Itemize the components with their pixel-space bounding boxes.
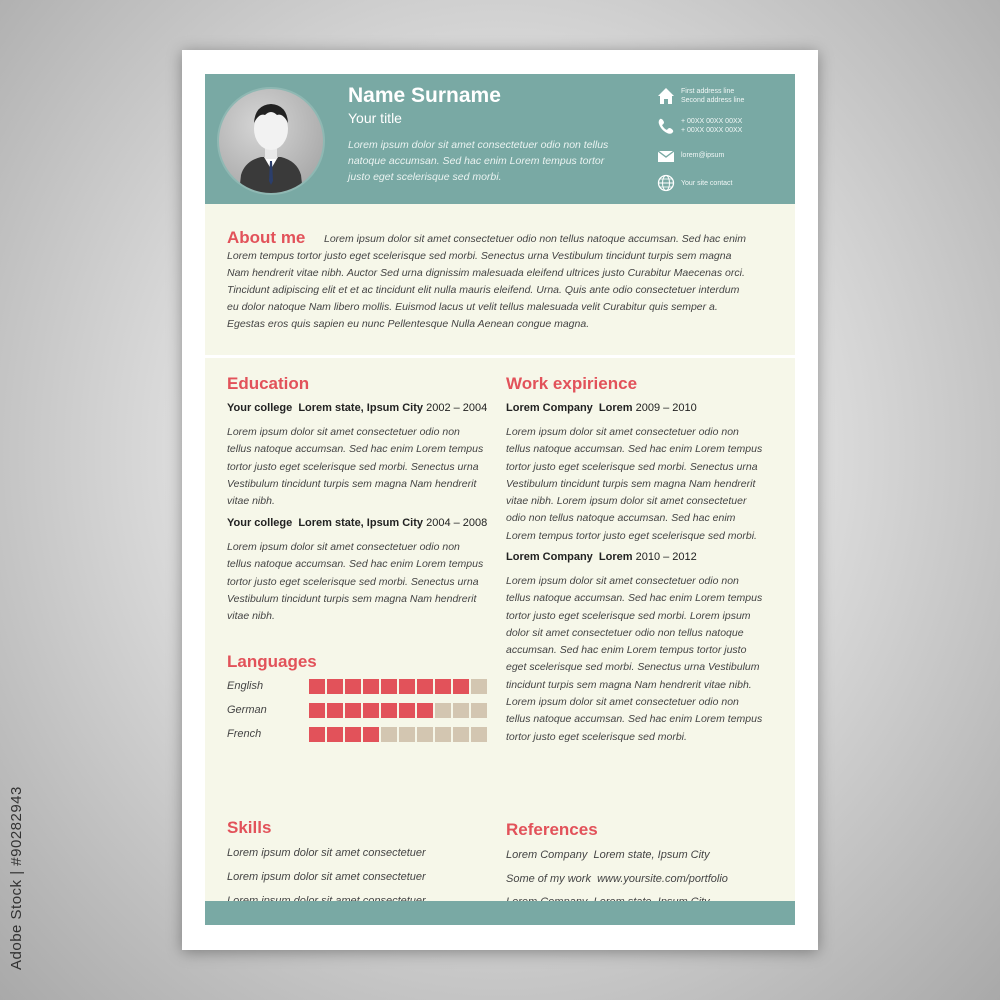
email-text: lorem@ipsum [681,152,725,159]
home-icon [657,87,675,105]
skill-item: Lorem ipsum dolor sit amet consectetuer [227,871,426,883]
section-divider [205,355,795,358]
about-line: Lorem ipsum dolor sit amet consectetuer odio non tellus natoque accumsan. Sed hac enim [324,233,746,245]
level-square-filled [399,679,415,694]
level-square-filled [363,727,379,742]
level-square-filled [309,703,325,718]
globe-icon [657,174,675,192]
education-description: Lorem ipsum dolor sit amet consectetuer odio non tellus natoque accumsan. Sed hac enim Lorem tempus tortor justo eget scelerisque sed morbi. Senectus urna Vestibulum tincidunt turpis sem magna Nam hendrerit vitae nibh. [227,426,484,508]
company-name: Lorem Company [506,551,593,563]
about-line: Nam hendrerit vitae nibh. Auctor Sed urna dignissim malesuada eleifend ultrices justo Curabitur Maecenas orci. [227,267,745,279]
college-years: 2004 – 2008 [426,517,488,529]
level-square-filled [417,703,433,718]
level-square-filled [345,703,361,718]
site-text: Your site contact [681,180,733,187]
work-description: Lorem ipsum dolor sit amet consectetuer odio non tellus natoque accumsan. Sed hac enim Lorem tempus tortor justo eget scelerisque sed morbi. Lorem ipsum dolor sit amet consectetuer odio non tellus natoque accumsan. Sed hac enim Lorem tempus tortor justo eget scelerisque sed morbi. Senectus urna Vestibulum tincidunt turpis sem magna Nam hendrerit vitae nibh. Lorem ipsum dolor sit amet consectetuer odio non tellus natoque accumsan. Sed hac enim Lorem tempus tortor justo eget scelerisque sed morbi. [506,575,763,743]
company-name: Lorem Company [506,402,593,414]
reference-item: Some of my work www.yoursite.com/portfolio [506,873,728,885]
intro-text: Lorem ipsum dolor sit amet consectetuer odio non tellus natoque accumsan. Sed hac enim Lorem tempus tortor justo eget scelerisque sed morbi. [348,139,609,183]
level-square-filled [381,703,397,718]
about-heading: About me [227,228,306,247]
resume-footer-bar [205,901,795,925]
level-square-empty [471,679,487,694]
level-square-filled [399,703,415,718]
level-square-empty [471,703,487,718]
resume-name: Name Surname [348,84,501,107]
phone-icon [657,117,675,135]
level-square-empty [471,727,487,742]
address-line-2: Second address line [681,97,745,104]
work-entry-title [506,551,697,563]
resume-header [205,74,795,204]
language-level-bar [309,679,487,694]
work-heading: Work expirience [506,374,638,393]
education-entry-title [227,517,487,529]
person-icon [219,89,323,193]
level-square-filled [435,679,451,694]
college-name: Your college [227,517,293,529]
reference-item: Lorem Company Lorem state, Ipsum City [506,849,710,861]
college-location: Lorem state, Ipsum City [298,402,424,414]
avatar [217,87,325,195]
language-name: English [227,680,264,692]
level-square-filled [327,727,343,742]
level-square-empty [435,727,451,742]
about-line: Tincidunt adipiscing elit et et ac tincidunt elit nulla mauris eleifend. Urna. Quis ante odio consectetuer interdum [227,284,740,296]
resume-body [205,204,795,901]
level-square-filled [309,727,325,742]
work-years: 2009 – 2010 [635,402,697,414]
work-description: Lorem ipsum dolor sit amet consectetuer odio non tellus natoque accumsan. Sed hac enim Lorem tempus tortor justo eget scelerisque sed morbi. Senectus urna Vestibulum tincidunt turpis sem magna Nam hendrerit vitae nibh. Lorem ipsum dolor sit amet consectetuer odio non tellus natoque accumsan. Sed hac enim Lorem tempus tortor justo eget scelerisque sed morbi. [506,426,763,542]
resume-title: Your title [348,110,402,126]
phone-line-1: + 00XX 00XX 00XX [681,118,743,125]
level-square-filled [327,679,343,694]
references-heading: References [506,820,598,839]
language-level-bar [309,703,487,718]
level-square-filled [345,679,361,694]
education-entry-title [227,402,487,414]
level-square-empty [453,727,469,742]
college-years: 2002 – 2004 [426,402,488,414]
language-name: German [227,704,267,716]
level-square-empty [399,727,415,742]
work-years: 2010 – 2012 [635,551,697,563]
skill-item: Lorem ipsum dolor sit amet consectetuer [227,847,426,859]
level-square-empty [453,703,469,718]
education-description: Lorem ipsum dolor sit amet consectetuer odio non tellus natoque accumsan. Sed hac enim Lorem tempus tortor justo eget scelerisque sed morbi. Senectus urna Vestibulum tincidunt turpis sem magna Nam hendrerit vitae nibh. [227,541,484,623]
language-name: French [227,728,262,740]
level-square-filled [453,679,469,694]
college-location: Lorem state, Ipsum City [298,517,424,529]
company-place: Lorem [598,551,633,563]
level-square-empty [417,727,433,742]
about-line: Egestas eros quis sapien eu nunc Pellentesque Nulla Aenean congue magna. [227,318,590,330]
resume-page [182,50,818,950]
portfolio-link[interactable]: www.yoursite.com/portfolio [597,873,728,885]
language-level-bar [309,727,487,742]
level-square-empty [381,727,397,742]
skills-heading: Skills [227,818,272,837]
level-square-filled [309,679,325,694]
level-square-filled [417,679,433,694]
work-entry-title [506,402,697,414]
level-square-filled [381,679,397,694]
languages-heading: Languages [227,652,317,671]
college-name: Your college [227,402,293,414]
about-line: eu dolor natoque Nam libero mollis. Euismod lacus ut velit tellus malesuada velit Curabitur quis semper a. [227,301,718,313]
stock-id-label: Adobe Stock | #90282943 [8,786,25,970]
level-square-filled [363,679,379,694]
company-place: Lorem [598,402,633,414]
mail-icon [657,147,675,165]
level-square-empty [435,703,451,718]
level-square-filled [345,727,361,742]
education-heading: Education [227,374,310,393]
phone-line-2: + 00XX 00XX 00XX [681,127,743,134]
level-square-filled [327,703,343,718]
level-square-filled [363,703,379,718]
address-line-1: First address line [681,88,735,95]
about-line: Lorem tempus tortor justo eget scelerisque sed morbi. Senectus urna Vestibulum tincidunt turpis sem magna [227,250,732,262]
